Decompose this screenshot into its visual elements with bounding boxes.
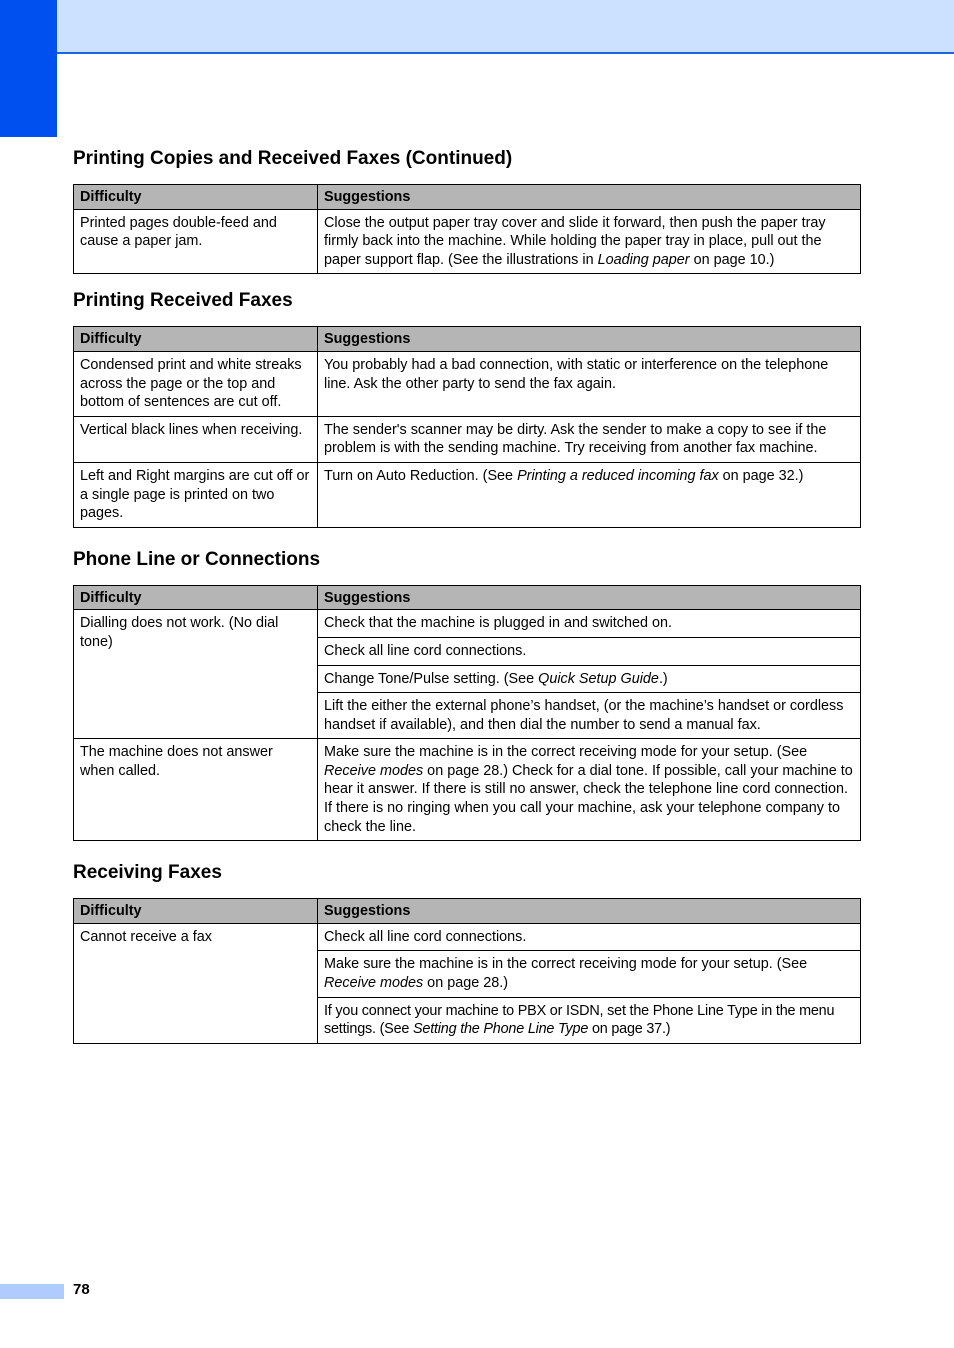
suggestion-cell: The sender's scanner may be dirty. Ask the sender to make a copy to see if the problem is with the sending machine. Try receiving from another fax machine. (318, 416, 861, 462)
suggestion-cell (318, 462, 861, 527)
suggestion-text: Close the output paper tray cover and slide it forward, then push the paper tray firmly back into the machine. While holding the paper tray in place, pull out the paper support flap. (See the illustrations in (324, 214, 826, 268)
table-header-row (74, 185, 861, 210)
page-reference: Receive modes (324, 975, 424, 992)
table-header-row (74, 585, 861, 610)
table-row (74, 462, 861, 527)
suggestion-text: on page 28.) Check for a dial tone. If possible, call your machine to hear it answer. If there is still no answer, check the telephone line cord connection. If there is no ringing when you call your machine, ask your telephone company to check the line. (324, 762, 853, 835)
suggestion-text: on page 28.) (423, 975, 508, 992)
suggestion-cell: Check all line cord connections. (318, 923, 861, 951)
footer-bar (0, 1284, 64, 1299)
difficulty-cell: Vertical black lines when receiving. (74, 416, 318, 462)
header-suggestions: Suggestions (318, 899, 861, 924)
difficulty-cell: Left and Right margins are cut off or a single page is printed on two pages. (74, 462, 318, 527)
table-printing-received-faxes (73, 326, 861, 527)
suggestion-cell (318, 739, 861, 841)
table-row (74, 351, 861, 416)
suggestion-cell: Check that the machine is plugged in and switched on. (318, 610, 861, 638)
header-suggestions: Suggestions (318, 585, 861, 610)
table-receiving-faxes (73, 898, 861, 1044)
suggestion-cell (318, 665, 861, 693)
page-number: 78 (73, 1281, 90, 1298)
header-band (57, 0, 954, 54)
table-header-row (74, 899, 861, 924)
suggestion-cell: Check all line cord connections. (318, 637, 861, 665)
suggestion-text: Change Tone/Pulse setting. (See (324, 670, 539, 687)
table-row (74, 923, 861, 951)
page-reference: Loading paper (597, 251, 690, 268)
suggestion-cell: Lift the either the external phone’s handset, (or the machine’s handset or cordless handset if available), and then dial the number to send a manual fax. (318, 693, 861, 739)
header-suggestions: Suggestions (318, 327, 861, 352)
guide-reference: Quick Setup Guide (538, 670, 659, 687)
suggestion-cell (318, 951, 861, 997)
section-title-receiving-faxes: Receiving Faxes (73, 862, 222, 884)
header-difficulty: Difficulty (74, 585, 318, 610)
difficulty-cell: Condensed print and white streaks across the page or the top and bottom of sentences are cut off. (74, 351, 318, 416)
header-suggestions: Suggestions (318, 185, 861, 210)
difficulty-cell: Dialling does not work. (No dial tone) (74, 610, 318, 739)
table-printing-copies (73, 184, 861, 274)
suggestion-text: If you connect your machine to PBX or ISDN, set the Phone Line Type in the menu settings. (See (324, 1002, 835, 1038)
page-content (73, 146, 860, 1044)
difficulty-cell: Cannot receive a fax (74, 923, 318, 1043)
suggestion-text: .) (658, 670, 668, 687)
table-header-row (74, 327, 861, 352)
suggestion-text: on page 10.) (689, 251, 775, 268)
difficulty-cell: The machine does not answer when called. (74, 739, 318, 841)
suggestion-text: Make sure the machine is in the correct receiving mode for your setup. (See (324, 744, 808, 761)
suggestion-cell (318, 997, 861, 1043)
suggestion-text: on page 37.) (588, 1021, 671, 1038)
header-difficulty: Difficulty (74, 185, 318, 210)
page-reference: Setting the Phone Line Type (413, 1021, 589, 1038)
chapter-tab (0, 0, 57, 137)
suggestion-text: Turn on Auto Reduction. (See (324, 467, 518, 484)
table-row (74, 209, 861, 274)
page-reference: Receive modes (324, 762, 424, 779)
section-title-printing-copies: Printing Copies and Received Faxes (Continued) (73, 148, 513, 169)
table-phone-line (73, 585, 861, 842)
difficulty-cell: Printed pages double-feed and cause a paper jam. (74, 209, 318, 274)
suggestion-cell (318, 209, 861, 274)
table-row (74, 416, 861, 462)
table-row (74, 610, 861, 638)
table-row (74, 739, 861, 841)
suggestion-text: on page 32.) (718, 467, 804, 484)
section-title-printing-received-faxes: Printing Received Faxes (73, 290, 293, 312)
suggestion-cell: You probably had a bad connection, with static or interference on the telephone line. Ask the other party to send the fax again. (318, 351, 861, 416)
page-reference: Printing a reduced incoming fax (517, 467, 719, 484)
header-difficulty: Difficulty (74, 327, 318, 352)
section-title-phone-line: Phone Line or Connections (73, 548, 321, 570)
suggestion-text: Make sure the machine is in the correct receiving mode for your setup. (See (324, 956, 808, 973)
header-difficulty: Difficulty (74, 899, 318, 924)
